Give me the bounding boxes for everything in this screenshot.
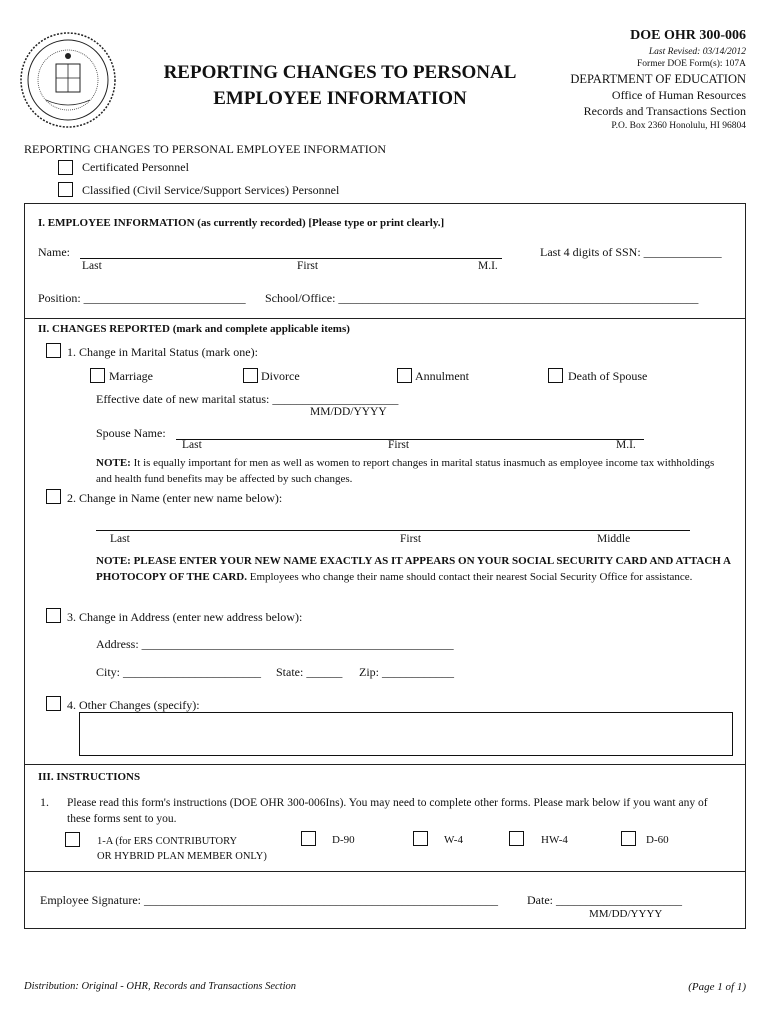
department: DEPARTMENT OF EDUCATION: [570, 72, 746, 86]
instruction-text: Please read this form's instructions (DOE OHR 300-006Ins). You may need to complete other forms. Please mark below if you want any of these forms sent to you.: [67, 797, 708, 825]
form-d60-label: D-60: [646, 834, 669, 846]
form-d60-checkbox[interactable]: [621, 831, 636, 846]
section3-heading: III. INSTRUCTIONS: [38, 771, 141, 783]
name-change-note-label: NOTE: PLEASE ENTER YOUR NEW NAME EXACTLY AS IT APPEARS ON YOUR SOCIAL SECURITY CARD AND ATTACH A PHOTOCOPY OF THE CARD.: [96, 555, 731, 583]
records-section: Records and Transactions Section: [583, 104, 746, 118]
classified-checkbox[interactable]: [58, 182, 73, 197]
marriage-checkbox[interactable]: [90, 368, 105, 383]
divider-section2: [24, 318, 746, 319]
divider-signature: [24, 871, 746, 872]
distribution-note: Distribution: Original - OHR, Records and Transactions Section: [24, 981, 297, 992]
position-field[interactable]: Position: ___________________________: [38, 291, 246, 305]
form-title: [130, 60, 550, 112]
annulment-checkbox[interactable]: [397, 368, 412, 383]
form-1a-checkbox[interactable]: [65, 832, 80, 847]
certificated-checkbox[interactable]: [58, 160, 73, 175]
form-hw4-checkbox[interactable]: [509, 831, 524, 846]
death-of-spouse-label: Death of Spouse: [568, 369, 648, 383]
form-1a-line2: OR HYBRID PLAN MEMBER ONLY): [97, 851, 267, 862]
address-field[interactable]: Address: ____________________________________________________: [96, 637, 454, 651]
title-line-1: REPORTING CHANGES TO PERSONAL: [163, 62, 517, 83]
death-of-spouse-checkbox[interactable]: [548, 368, 563, 383]
form-hw4-label: HW-4: [541, 834, 568, 846]
title-line-2: EMPLOYEE INFORMATION: [213, 88, 467, 109]
form-1a-line1: 1-A (for ERS CONTRIBUTORY: [97, 836, 238, 847]
new-middle-caption: Middle: [597, 533, 631, 545]
spouse-name-field[interactable]: [176, 439, 644, 440]
employee-signature-field[interactable]: Employee Signature: ___________________________________________________________: [40, 893, 498, 907]
annulment-label: Annulment: [415, 369, 469, 383]
form-d90-checkbox[interactable]: [301, 831, 316, 846]
intro-heading: REPORTING CHANGES TO PERSONAL EMPLOYEE INFORMATION: [24, 142, 387, 156]
form-w4-checkbox[interactable]: [413, 831, 428, 846]
name-last-caption: Last: [82, 260, 102, 272]
mailing-address: P.O. Box 2360 Honolulu, HI 96804: [611, 121, 746, 131]
name-label: Name:: [38, 245, 70, 259]
divorce-checkbox[interactable]: [243, 368, 258, 383]
name-change-note: [96, 553, 732, 585]
marital-note: [96, 455, 732, 487]
effective-date-field[interactable]: Effective date of new marital status: _____________________: [96, 392, 399, 406]
form-1a-label: [97, 834, 267, 864]
form-number: DOE OHR 300-006: [630, 28, 746, 43]
instruction-number: 1.: [40, 795, 49, 809]
marital-note-text: It is equally important for men as well as women to report changes in marital status inasmuch as employee income tax withholdings and health fund benefits may be affected by such changes.: [96, 457, 715, 485]
school-office-field[interactable]: School/Office: ____________________________________________________________: [265, 291, 699, 305]
name-change-label: 2. Change in Name (enter new name below):: [67, 491, 283, 505]
divider-section3: [24, 764, 746, 765]
effective-date-caption: MM/DD/YYYY: [310, 406, 387, 418]
state-field[interactable]: State: ______: [276, 665, 343, 679]
certificated-label: Certificated Personnel: [82, 160, 189, 174]
ssn-field[interactable]: Last 4 digits of SSN: _____________: [540, 245, 722, 259]
last-revised: Last Revised: 03/14/2012: [648, 47, 746, 57]
spouse-mi-caption: M.I.: [616, 439, 636, 451]
section1-heading: I. EMPLOYEE INFORMATION (as currently recorded) [Please type or print clearly.]: [38, 217, 445, 229]
divorce-label: Divorce: [261, 369, 300, 383]
other-changes-label: 4. Other Changes (specify):: [67, 698, 200, 712]
spouse-first-caption: First: [388, 439, 410, 451]
city-field[interactable]: City: _______________________: [96, 665, 262, 679]
signature-date-caption: MM/DD/YYYY: [589, 908, 663, 920]
name-change-note-text: Employees who change their name should contact their nearest Social Security Office for assistance.: [246, 571, 693, 583]
spouse-name-label: Spouse Name:: [96, 426, 166, 440]
office: Office of Human Resources: [611, 88, 746, 102]
name-change-checkbox[interactable]: [46, 489, 61, 504]
new-name-field[interactable]: [96, 530, 690, 531]
marriage-label: Marriage: [109, 369, 153, 383]
classified-label: Classified (Civil Service/Support Services) Personnel: [82, 183, 340, 197]
section2-heading: II. CHANGES REPORTED (mark and complete applicable items): [38, 323, 350, 335]
new-first-caption: First: [400, 533, 422, 545]
new-last-caption: Last: [110, 533, 130, 545]
marital-status-checkbox[interactable]: [46, 343, 61, 358]
signature-date-field[interactable]: Date: _____________________: [527, 893, 682, 907]
name-field[interactable]: [80, 258, 502, 259]
name-first-caption: First: [297, 260, 319, 272]
other-changes-checkbox[interactable]: [46, 696, 61, 711]
zip-field[interactable]: Zip: ____________: [359, 665, 454, 679]
marital-status-label: 1. Change in Marital Status (mark one):: [67, 345, 258, 359]
name-mi-caption: M.I.: [478, 260, 498, 272]
spouse-last-caption: Last: [182, 439, 202, 451]
form-w4-label: W-4: [444, 834, 463, 846]
former-forms: Former DOE Form(s): 107A: [637, 59, 746, 69]
other-changes-textarea[interactable]: [79, 712, 733, 756]
header-info: [570, 28, 746, 131]
address-change-label: 3. Change in Address (enter new address below):: [67, 610, 303, 624]
address-change-checkbox[interactable]: [46, 608, 61, 623]
marital-note-label: NOTE:: [96, 457, 131, 469]
form-d90-label: D-90: [332, 834, 355, 846]
state-seal-icon: [18, 30, 118, 130]
page-number: (Page 1 of 1): [688, 981, 746, 993]
